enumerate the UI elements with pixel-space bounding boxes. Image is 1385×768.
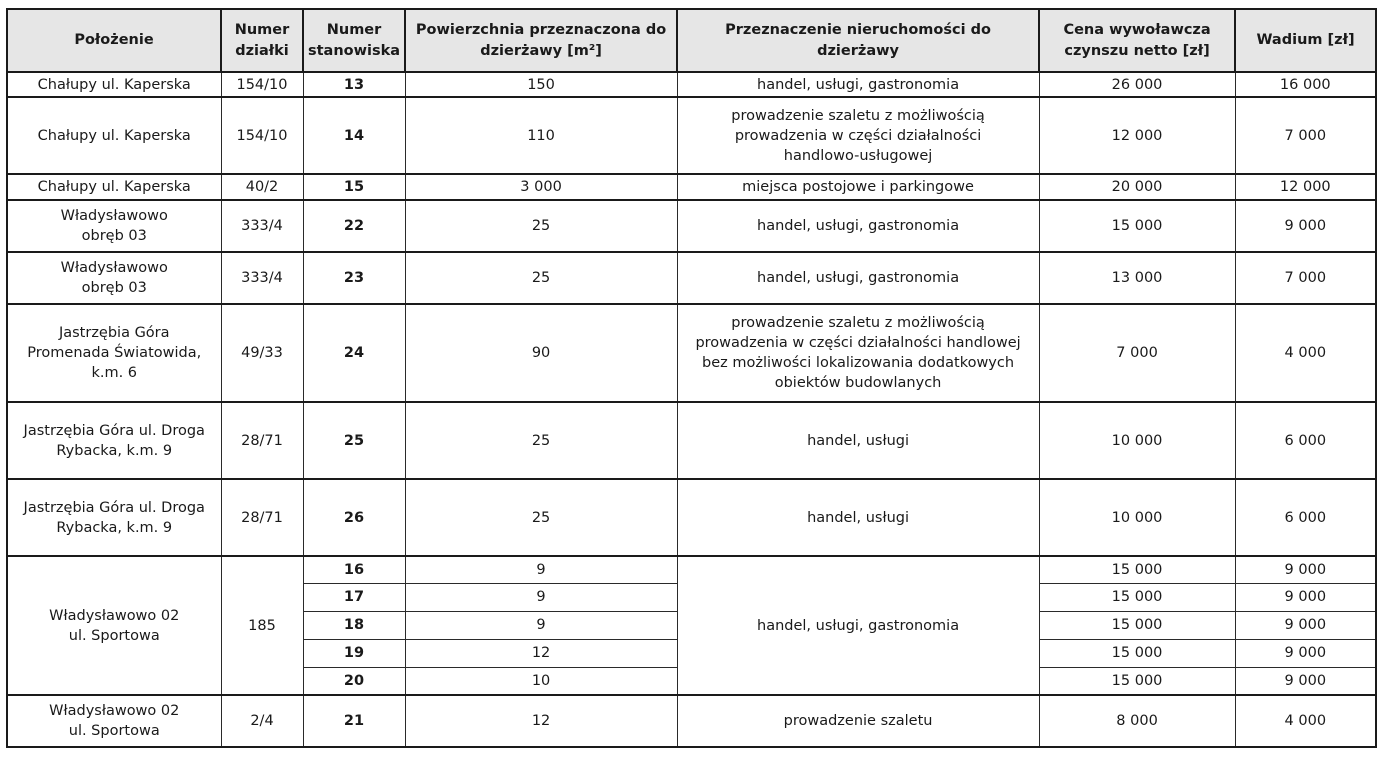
cell-dzialka: 185 — [221, 556, 303, 695]
cell-powierzchnia: 25 — [405, 252, 677, 304]
cell-cena: 26 000 — [1039, 72, 1235, 97]
lease-table — [6, 8, 1377, 748]
header-numer-dzialki: Numer działki — [221, 9, 303, 72]
cell-dzialka: 2/4 — [221, 695, 303, 747]
cell-przeznaczenie: handel, usługi, gastronomia — [677, 556, 1039, 695]
cell-stanowisko: 14 — [303, 97, 405, 174]
cell-powierzchnia: 12 — [405, 695, 677, 747]
cell-wadium: 4 000 — [1235, 304, 1376, 402]
cell-cena: 15 000 — [1039, 639, 1235, 667]
cell-wadium: 6 000 — [1235, 402, 1376, 479]
cell-cena: 15 000 — [1039, 611, 1235, 639]
cell-polozenie: Jastrzębia Góra ul. Droga Rybacka, k.m. 9 — [7, 479, 221, 556]
cell-wadium: 9 000 — [1235, 611, 1376, 639]
cell-dzialka: 333/4 — [221, 200, 303, 252]
cell-dzialka: 154/10 — [221, 72, 303, 97]
cell-stanowisko: 17 — [303, 583, 405, 611]
cell-wadium: 9 000 — [1235, 556, 1376, 583]
cell-cena: 10 000 — [1039, 402, 1235, 479]
table-row — [7, 72, 1376, 97]
cell-stanowisko: 20 — [303, 667, 405, 695]
cell-stanowisko: 21 — [303, 695, 405, 747]
cell-wadium: 9 000 — [1235, 639, 1376, 667]
cell-cena: 15 000 — [1039, 667, 1235, 695]
cell-powierzchnia: 90 — [405, 304, 677, 402]
table-header — [7, 9, 1376, 72]
table-row — [7, 304, 1376, 402]
cell-dzialka: 333/4 — [221, 252, 303, 304]
header-powierzchnia: Powierzchnia przeznaczona do dzierżawy [m²] — [405, 9, 677, 72]
table-body — [7, 72, 1376, 747]
cell-wadium: 12 000 — [1235, 174, 1376, 200]
header-polozenie: Położenie — [7, 9, 221, 72]
cell-stanowisko: 26 — [303, 479, 405, 556]
cell-cena: 8 000 — [1039, 695, 1235, 747]
cell-wadium: 9 000 — [1235, 200, 1376, 252]
cell-cena: 7 000 — [1039, 304, 1235, 402]
cell-polozenie: Chałupy ul. Kaperska — [7, 174, 221, 200]
header-przeznaczenie: Przeznaczenie nieruchomości do dzierżawy — [677, 9, 1039, 72]
cell-dzialka: 154/10 — [221, 97, 303, 174]
cell-cena: 20 000 — [1039, 174, 1235, 200]
cell-cena: 15 000 — [1039, 200, 1235, 252]
cell-przeznaczenie: handel, usługi, gastronomia — [677, 72, 1039, 97]
cell-stanowisko: 18 — [303, 611, 405, 639]
cell-wadium: 6 000 — [1235, 479, 1376, 556]
cell-przeznaczenie: prowadzenie szaletu z możliwością prowadzenia w części działalności handlowo-usługowej — [677, 97, 1039, 174]
cell-cena: 15 000 — [1039, 583, 1235, 611]
cell-stanowisko: 24 — [303, 304, 405, 402]
header-row — [7, 9, 1376, 72]
cell-stanowisko: 22 — [303, 200, 405, 252]
cell-stanowisko: 23 — [303, 252, 405, 304]
cell-powierzchnia: 9 — [405, 556, 677, 583]
cell-powierzchnia: 10 — [405, 667, 677, 695]
table-row — [7, 479, 1376, 556]
table-row — [7, 252, 1376, 304]
cell-polozenie: Chałupy ul. Kaperska — [7, 97, 221, 174]
cell-przeznaczenie: handel, usługi — [677, 479, 1039, 556]
cell-wadium: 9 000 — [1235, 583, 1376, 611]
cell-wadium: 9 000 — [1235, 667, 1376, 695]
cell-cena: 15 000 — [1039, 556, 1235, 583]
cell-przeznaczenie: handel, usługi, gastronomia — [677, 252, 1039, 304]
cell-stanowisko: 19 — [303, 639, 405, 667]
header-wadium: Wadium [zł] — [1235, 9, 1376, 72]
cell-powierzchnia: 25 — [405, 200, 677, 252]
cell-przeznaczenie: handel, usługi, gastronomia — [677, 200, 1039, 252]
header-numer-stanowiska: Numer stanowiska — [303, 9, 405, 72]
table-row — [7, 174, 1376, 200]
cell-wadium: 4 000 — [1235, 695, 1376, 747]
cell-stanowisko: 15 — [303, 174, 405, 200]
table-row — [7, 200, 1376, 252]
cell-dzialka: 40/2 — [221, 174, 303, 200]
cell-stanowisko: 16 — [303, 556, 405, 583]
table-row — [7, 695, 1376, 747]
cell-powierzchnia: 9 — [405, 611, 677, 639]
cell-przeznaczenie: prowadzenie szaletu — [677, 695, 1039, 747]
cell-stanowisko: 25 — [303, 402, 405, 479]
cell-powierzchnia: 9 — [405, 583, 677, 611]
cell-powierzchnia: 12 — [405, 639, 677, 667]
cell-powierzchnia: 25 — [405, 479, 677, 556]
cell-wadium: 7 000 — [1235, 97, 1376, 174]
cell-cena: 10 000 — [1039, 479, 1235, 556]
cell-powierzchnia: 3 000 — [405, 174, 677, 200]
cell-stanowisko: 13 — [303, 72, 405, 97]
cell-powierzchnia: 25 — [405, 402, 677, 479]
cell-polozenie: Jastrzębia Góra Promenada Światowida, k.m. 6 — [7, 304, 221, 402]
cell-polozenie: Władysławowo obręb 03 — [7, 200, 221, 252]
cell-polozenie: Władysławowo 02 ul. Sportowa — [7, 556, 221, 695]
header-cena: Cena wywoławcza czynszu netto [zł] — [1039, 9, 1235, 72]
cell-przeznaczenie: miejsca postojowe i parkingowe — [677, 174, 1039, 200]
cell-przeznaczenie: prowadzenie szaletu z możliwością prowadzenia w części działalności handlowej bez możliwości lokalizowania dodatkowych obiektów budowlanych — [677, 304, 1039, 402]
cell-cena: 12 000 — [1039, 97, 1235, 174]
cell-dzialka: 28/71 — [221, 479, 303, 556]
cell-wadium: 16 000 — [1235, 72, 1376, 97]
cell-polozenie: Chałupy ul. Kaperska — [7, 72, 221, 97]
cell-cena: 13 000 — [1039, 252, 1235, 304]
cell-polozenie: Władysławowo obręb 03 — [7, 252, 221, 304]
cell-polozenie: Władysławowo 02 ul. Sportowa — [7, 695, 221, 747]
cell-wadium: 7 000 — [1235, 252, 1376, 304]
table-row — [7, 556, 1376, 583]
cell-dzialka: 49/33 — [221, 304, 303, 402]
cell-powierzchnia: 150 — [405, 72, 677, 97]
table-row — [7, 402, 1376, 479]
document-page — [6, 8, 1377, 748]
cell-polozenie: Jastrzębia Góra ul. Droga Rybacka, k.m. 9 — [7, 402, 221, 479]
cell-przeznaczenie: handel, usługi — [677, 402, 1039, 479]
table-row — [7, 97, 1376, 174]
cell-dzialka: 28/71 — [221, 402, 303, 479]
cell-powierzchnia: 110 — [405, 97, 677, 174]
